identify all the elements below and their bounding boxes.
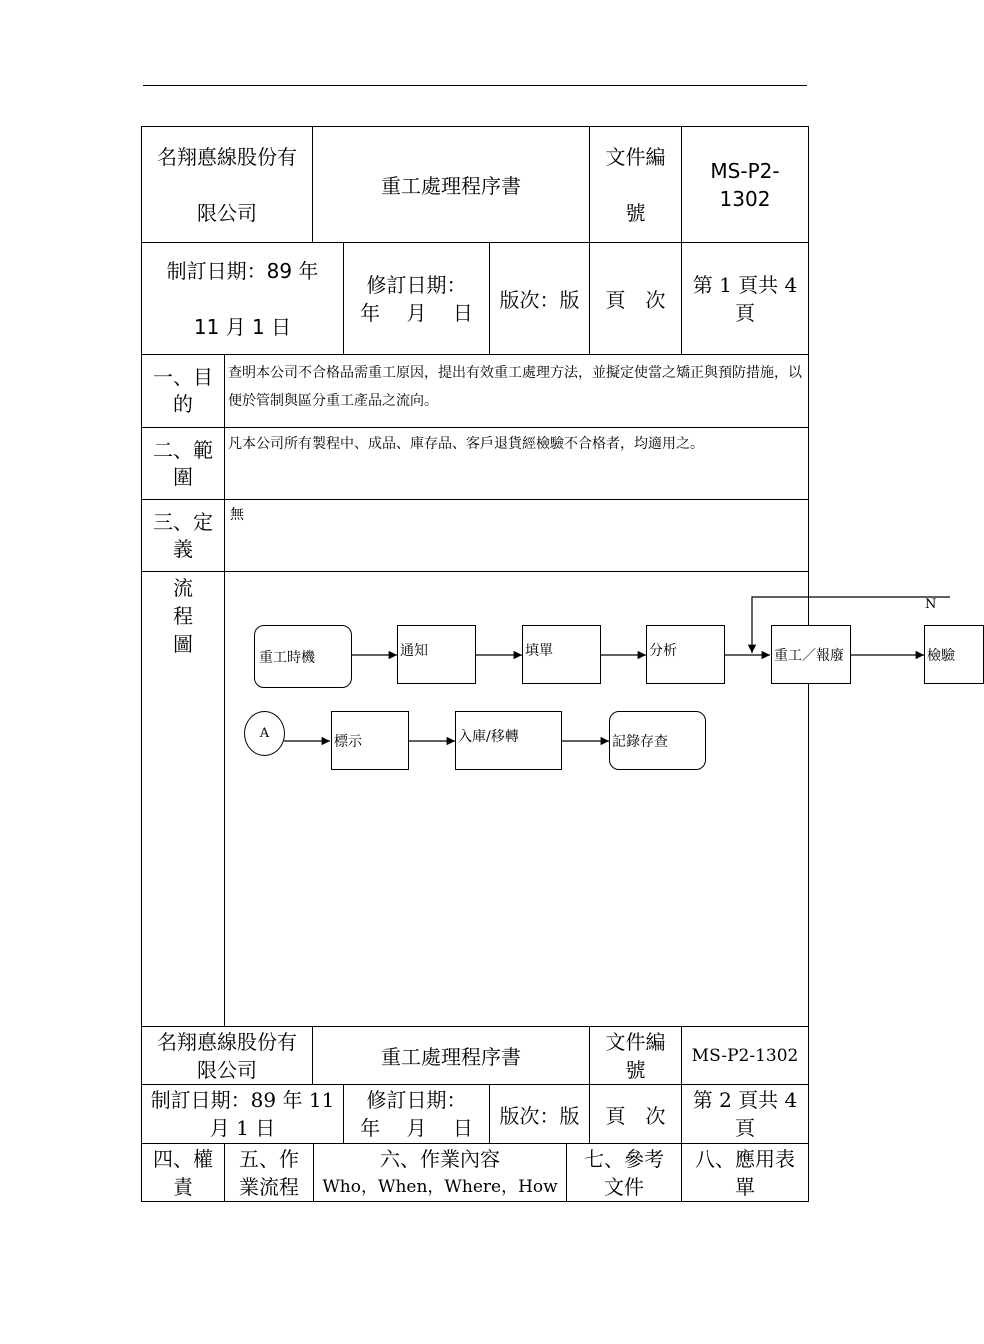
section-scope-text: 凡本公司所有製程中、成品、庫存品、客戶退貨經檢驗不合格者，均適用之。 (224, 427, 809, 500)
revision-date: 修訂日期： 年 月 日 (343, 242, 490, 355)
col-forms: 八、應用表 單 (681, 1143, 809, 1202)
flow-node-notify: 通知 (397, 625, 476, 684)
flow-node-inspection: 檢驗 (924, 625, 984, 684)
page-label-2: 頁 次 (589, 1084, 682, 1144)
section-definition-label: 三、定 義 (141, 499, 225, 572)
col-reference: 七、參考 文件 (566, 1143, 682, 1202)
flow-node-analysis: 分析 (646, 625, 725, 684)
doc-number: MS-P2- 1302 (681, 126, 809, 243)
flow-node-warehouse-transfer: 入庫/移轉 (455, 711, 562, 770)
section-flowchart-label: 流 程 圖 (141, 571, 225, 1027)
col-workflow: 五、作 業流程 (224, 1143, 314, 1202)
company-name-2: 名翔悳線股份有 限公司 (141, 1026, 313, 1085)
doc-number-2: MS-P2-1302 (681, 1026, 809, 1085)
doc-number-label: 文件編 號 (589, 126, 682, 243)
section-definition-text: 無 (224, 499, 809, 572)
document-title-2: 重工處理程序書 (312, 1026, 590, 1085)
version-2: 版次：版 (489, 1084, 590, 1144)
flow-connector-a: A (244, 711, 285, 756)
flow-node-record-file: 記錄存查 (609, 711, 706, 770)
section-purpose-label: 一、目 的 (141, 354, 225, 428)
page-number-2: 第 2 頁共 4 頁 (681, 1084, 809, 1144)
revision-date-2: 修訂日期： 年 月 日 (343, 1084, 490, 1144)
issue-date-2: 制訂日期：89 年 11 月 1 日 (141, 1084, 344, 1144)
company-name: 名翔悳線股份有 限公司 (141, 126, 313, 243)
flow-node-rework-timing: 重工時機 (254, 625, 352, 688)
flow-node-rework-scrap: 重工／報廢 (771, 625, 851, 684)
col-responsibility: 四、權 責 (141, 1143, 225, 1202)
flow-node-label: 標示 (331, 711, 409, 770)
page-number: 第 1 頁共 4 頁 (681, 242, 809, 355)
col-work-content: 六、作業內容 Who，When，Where，How (313, 1143, 567, 1202)
flow-node-fill-form: 填單 (522, 625, 601, 684)
version: 版次：版 (489, 242, 590, 355)
page-label: 頁 次 (589, 242, 682, 355)
section-scope-label: 二、範 圍 (141, 427, 225, 500)
doc-number-label-2: 文件編 號 (589, 1026, 682, 1085)
loop-label: N (925, 597, 937, 612)
section-purpose-text: 查明本公司不合格品需重工原因，提出有效重工處理方法，並擬定使當之矯正與預防措施，以便於管制與區分重工產品之流向。 (224, 354, 809, 428)
document-title: 重工處理程序書 (312, 126, 590, 243)
issue-date: 制訂日期：89 年 11 月 1 日 (141, 242, 344, 355)
